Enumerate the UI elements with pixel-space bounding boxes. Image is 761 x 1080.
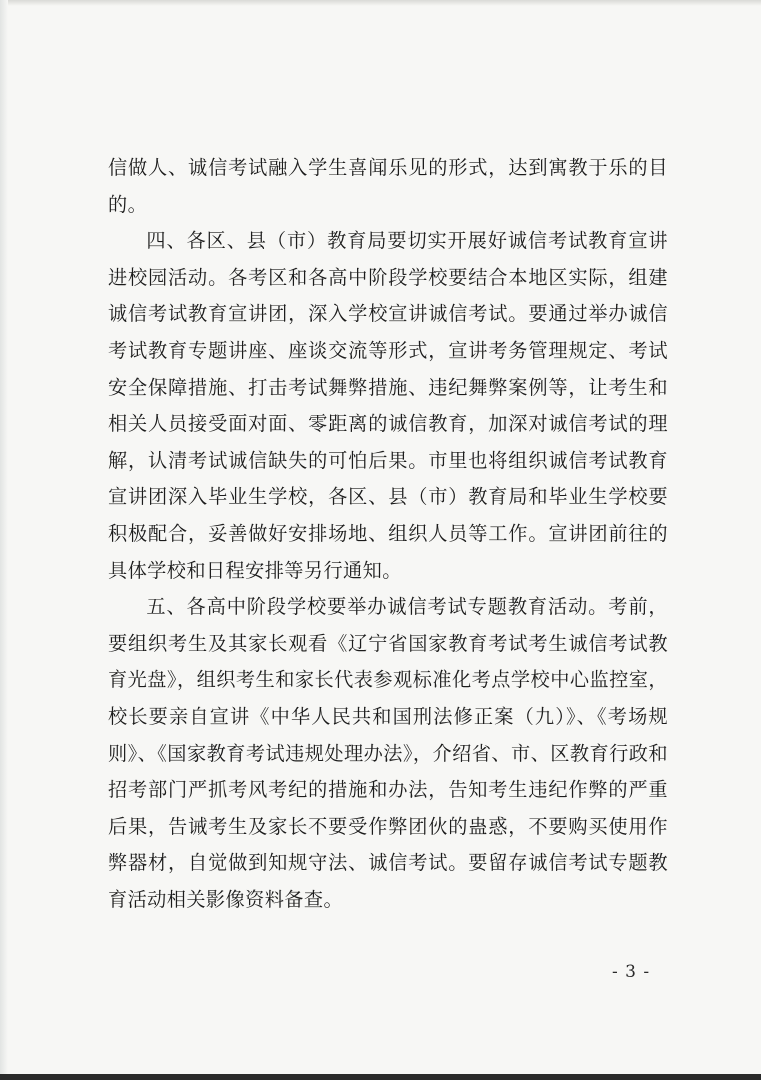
document-body — [108, 150, 668, 918]
paragraph-item-5: 五、各高中阶段学校要举办诚信考试专题教育活动。考前，要组织考生及其家长观看《辽宁省国家教育考试考生诚信考试教育光盘》，组织考生和家长代表参观标准化考点学校中心监控室，校长要亲自宣讲《中华人民共和国刑法修正案（九）》、《考场规则》、《国家教育考试违规处理办法》，介绍省、市、区教育行政和招考部门严抓考风考纪的措施和办法，告知考生违纪作弊的严重后果，告诫考生及家长不要受作弊团伙的蛊惑，不要购买使用作弊器材，自觉做到知规守法、诚信考试。要留存诚信考试专题教育活动相关影像资料备查。 — [108, 595, 668, 911]
scan-top-edge — [0, 0, 761, 6]
paragraph-continuation: 信做人、诚信考试融入学生喜闻乐见的形式，达到寓教于乐的目的。 — [108, 156, 668, 216]
scan-left-edge — [0, 0, 8, 1080]
scan-bottom-edge — [0, 1074, 761, 1080]
paragraph-item-4: 四、各区、县（市）教育局要切实开展好诚信考试教育宣讲进校园活动。各考区和各高中阶段学校要结合本地区实际，组建诚信考试教育宣讲团，深入学校宣讲诚信考试。要通过举办诚信考试教育专题讲座、座谈交流等形式，宣讲考务管理规定、考试安全保障措施、打击考试舞弊措施、违纪舞弊案例等，让考生和相关人员接受面对面、零距离的诚信教育，加深对诚信考试的理解，认清考试诚信缺失的可怕后果。市里也将组织诚信考试教育宣讲团深入毕业生学校，各区、县（市）教育局和毕业生学校要积极配合，妥善做好安排场地、组织人员等工作。宣讲团前往的具体学校和日程安排等另行通知。 — [108, 229, 668, 582]
page-number: - 3 - — [612, 962, 651, 982]
